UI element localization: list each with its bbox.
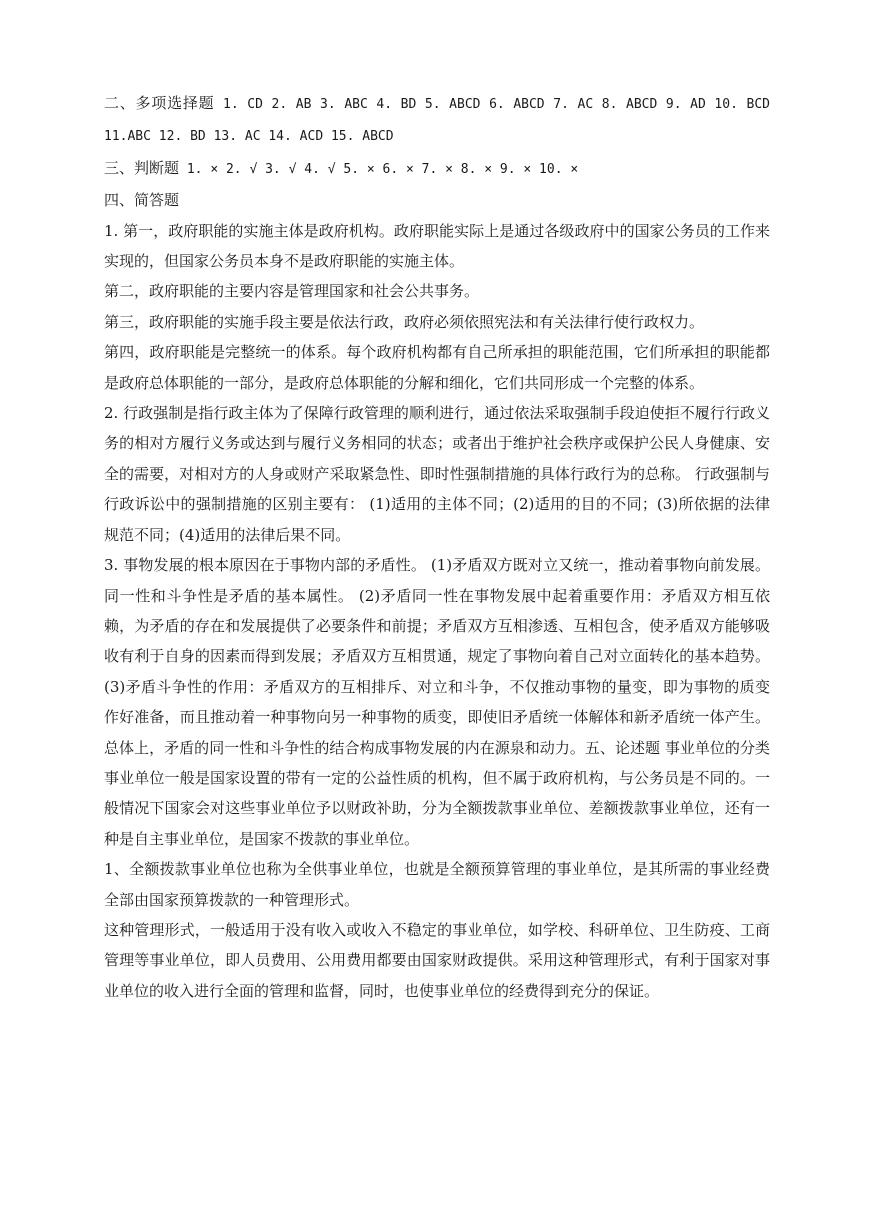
section-heading: 二、多项选择题 <box>104 94 215 112</box>
multiple-choice-answers <box>104 88 770 153</box>
paragraph: 3. 事物发展的根本原因在于事物内部的矛盾性。 (1)矛盾双方既对立又统一，推动着事物向前发展。同一性和斗争性是矛盾的基本属性。 (2)矛盾同一性在事物发展中起着重要作用：矛盾双方相互依赖，为矛盾的存在和发展提供了必要条件和前提；矛盾双方互相渗透、互相包含，使矛盾双方能够吸收有利于自身的因素而得到发展；矛盾双方互相贯通，规定了事物向着自己对立面转化的基本趋势。 (3)矛盾斗争性的作用：矛盾双方的互相排斥、对立和斗争，不仅推动事物的量变，即为事物的质变作好准备，而且推动着一种事物向另一种事物的质变，即使旧矛盾统一体解体和新矛盾统一体产生。总体上，矛盾的同一性和斗争性的结合构成事物发展的内在源泉和动力。五、论述题 事业单位的分类 事业单位一般是国家设置的带有一定的公益性质的机构，但不属于政府机构，与公务员是不同的。一般情况下国家会对这些事业单位予以财政补助，分为全额拨款事业单位、差额拨款事业单位，还有一种是自主事业单位，是国家不拨款的事业单位。 <box>104 556 770 848</box>
section-heading: 三、判断题 <box>104 158 180 177</box>
paragraph: 1. 第一，政府职能的实施主体是政府机构。政府职能实际上是通过各级政府中的国家公务员的工作来实现的，但国家公务员本身不是政府职能的实施主体。 <box>104 221 770 271</box>
paragraph: 第四，政府职能是完整统一的体系。每个政府机构都有自己所承担的职能范围，它们所承担的职能都是政府总体职能的一部分，是政府总体职能的分解和细化，它们共同形成一个完整的体系。 <box>104 343 770 392</box>
short-answer-heading <box>104 185 770 215</box>
paragraph: 这种管理形式，一般适用于没有收入或收入不稳定的事业单位，如学校、科研单位、卫生防疫、工商管理等事业单位，即人员费用、公用费用都要由国家财政提供。采用这种管理形式，有利于国家对事业单位的收入进行全面的管理和监督，同时，也使事业单位的经费得到充分的保证。 <box>104 920 770 1000</box>
document-body <box>104 88 770 1006</box>
paragraph: 第二，政府职能的主要内容是管理国家和社会公共事务。 <box>104 282 480 301</box>
answer-line: 1. CD 2. AB 3. ABC 4. BD 5. ABCD 6. ABCD 7. AC 8. ABCD 9. AD 10. BCD 11.ABC 12. BD 13. AC 14. ACD 15. ABCD <box>104 97 770 145</box>
true-false-answers <box>104 153 770 185</box>
section-heading: 四、简答题 <box>104 191 180 210</box>
paragraph: 1、全额拨款事业单位也称为全供事业单位，也就是全额预算管理的事业单位，是其所需的事业经费全部由国家预算拨款的一种管理形式。 <box>104 860 770 909</box>
answer-line: 1. × 2. √ 3. √ 4. √ 5. × 6. × 7. × 8. × 9. × 10. × <box>179 161 579 177</box>
paragraph: 2. 行政强制是指行政主体为了保障行政管理的顺利进行，通过依法采取强制手段迫使拒不履行行政义务的相对方履行义务或达到与履行义务相同的状态；或者出于维护社会秩序或保护公民人身健康、安全的需要，对相对方的人身或财产采取紧急性、即时性强制措施的具体行政行为的总称。 行政强制与行政诉讼中的强制措施的区别主要有： (1)适用的主体不同；(2)适用的目的不同；(3)所依据的法律规范不同；(4)适用的法律后果不同。 <box>104 404 770 544</box>
paragraph: 第三，政府职能的实施手段主要是依法行政，政府必须依照宪法和有关法律行使行政权力。 <box>104 312 705 331</box>
